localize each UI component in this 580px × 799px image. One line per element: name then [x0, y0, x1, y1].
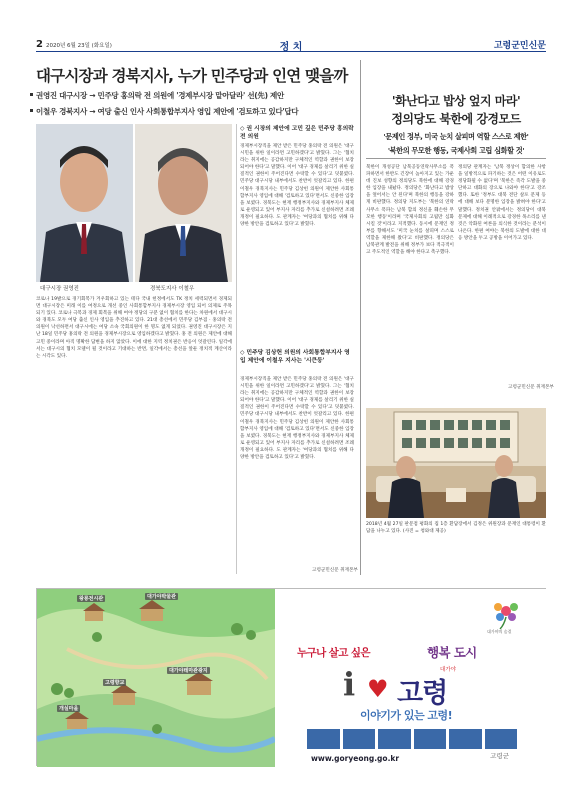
- right-subheadline-1: '문제인 정부, 미국 눈치 살피며 역할 스스로 제한': [383, 132, 529, 141]
- symbol-caption: 대가야의 숨결: [487, 629, 512, 634]
- story-slogan: 이야기가 있는 고령!: [360, 709, 453, 722]
- right-headline-2: 정의당도 북한에 강경모드: [391, 112, 521, 126]
- ad-photo-strip: [307, 729, 517, 749]
- right-body-left: 북한이 개성공단 남북공동연락사무소를 폭파하면서 한반도 긴장이 높아지고 있는 가운데 진보 성향의 정의당도 북한에 대해 강경한 입장을 내놨다. 정의당은 '화난다고 밥상을 엎어서는 안 된다'며 북한의 행동을 강하게 비판했다. 정의당 지도부는 '북한의 연락사무소 폭파는 남북 합의 정신을 훼손한 무모한 행동'이라며 '국제사회의 고립만 심화시킬 것'이라고 지적했다. 동시에 문재인 정부를 향해서도 '미국 눈치를 살피며 스스로 역할을 제한해 왔다'고 비판했다. 정의당은 남북관계 발전을 위해 정부가 보다 적극적이고 주도적인 역할을 해야 한다고 촉구했다.: [366, 165, 454, 256]
- right-rule: [366, 158, 546, 159]
- page-header: [36, 38, 546, 52]
- lead-body-left: 코로나 19발으로 경기회복가 겨우회하고 있는 테다 국내 헌정에서도 TK 정치 세력되면서 경제되면 대구시장은 미래 이를 여정으로 개선 중인 사회통합부지사 경제부시장 영입 되어 의제로 주목 되기 있다. 코로나 극복과 경제 회복을 위해 여야 정당의 구분 없이 협치를 한다는 차원에서 대구시와 경북도 모두 여당 출신 인사 영입을 추진하고 있다. 21대 총선에서 민주당 김부겸 · 홍의락 전 의원이 낙선하면서 대구시에는 여당 소속 국회의원이 한 명도 없게 되었다. 권영진 대구시장은 지난 18일 민주당 홍의락 전 의원을 경제부시장으로 영입하겠다고 밝혔다. 홍 전 의원은 제안에 대해 고민 중이라며 아직 명확한 답변을 하지 않았다. 이에 대한 지역 정치권은 반응이 엇갈린다. 일각에서는 대구시의 협치 모델이 될 것이라고 기대하는 반면, 일각에서는 총선을 앞둔 정치적 계산이라는 시각도 있다.: [36, 297, 232, 359]
- map-label-3: 대가야테마관광지: [169, 668, 208, 674]
- letter-i: i: [343, 665, 356, 703]
- lead-headline: 대구시장과 경북지사, 누가 민주당과 인연 맺을까: [36, 67, 348, 85]
- map-label-1: 왕릉전시관: [79, 596, 104, 602]
- summit-photo-caption: 2018년 4월 27일 판문점 평화의 집 1층 환담장에서 김정은 위원장과 문재인 대통령이 환담을 나누고 있다. (사진 = 청와대 제공): [366, 522, 546, 534]
- box-title-2: ◇ 민주당 김상헌 의원의 사회통합부지사 영입 제안에 이철우 지사는 '시큰둥': [240, 350, 350, 364]
- page-number: 2: [36, 39, 43, 50]
- issue-date: 2020년 6월 23일 (화요일): [46, 43, 112, 49]
- box-title-1: ◇ 권 시장의 제안에 고민 깊은 민주당 홍의락 전 의원: [240, 126, 354, 140]
- lead-body-mid: 경제부시장직을 제안 받은 민주당 홍의락 전 의원은 '대구 시민을 위한 일이라면 고민하겠다'고 밝혔다. 그는 '협치라는 취지에는 공감하지만 구체적인 역할과 권한이 보장되어야 한다'고 말했다. 이어 '대구 경제를 살리기 위한 실질적인 권한이 주어진다면 수락할 수 있다'고 덧붙였다. 민주당 대구시당 내부에서도 찬반이 엇갈리고 있다. 한편 이철우 경북지사는 민주당 김상헌 의원이 제안한 사회통합부지사 영입에 대해 '검토하고 있다'면서도 신중한 입장을 보였다. 경북도는 현재 행정부지사와 경제부지사 체제로 운영되고 있어 부지사 자리를 추가로 신설하려면 조례 개정이 필요하다. 도 관계자는 '여당과의 협치를 위해 다양한 방안을 검토하고 있다'고 밝혔다.: [240, 144, 354, 228]
- lead-subheadline-2: 이철우 경북지사 → 여당 출신 인사 사회통합부지사 영입 제안에 '검토하고 있다'답다: [36, 106, 356, 117]
- strip-photo: [343, 729, 376, 749]
- map-label-5: 개실마을: [59, 706, 79, 712]
- county-logo: 고령군: [490, 752, 509, 760]
- photo-caption-right: 경북도지사 이철우: [150, 286, 195, 292]
- column-divider: [236, 124, 237, 574]
- map-label-4: 고령향교: [105, 680, 125, 686]
- right-subheadline-2: '북한의 무모한 행동, 국제사회 고립 심화할 것': [387, 146, 525, 155]
- strip-photo: [307, 729, 340, 749]
- portrait-photo-left: [36, 124, 133, 282]
- tagline-red: 누구나 살고 싶은: [297, 647, 370, 659]
- right-body-right: 정의당 관계자는 '남북 정상이 합의한 사항을 일방적으로 파기하는 것은 어떤 이유로도 정당화될 수 없다'며 '북한은 즉각 도발을 중단하고 대화의 장으로 나와야 한다'고 강조했다. 또한 '정부도 대북 전단 살포 문제 등에 대해 보다 분명한 입장을 밝혀야 한다'고 말했다. 정치권 안팎에서는 정의당이 대북 문제에 대해 이례적으로 강경한 목소리를 낸 것은 악화된 여론을 의식한 것이라는 분석이 나온다. 한편 여야는 북한의 도발에 대한 대응 방안을 두고 공방을 이어가고 있다.: [458, 165, 546, 241]
- portrait-photo-right: [135, 124, 232, 282]
- right-byline: 고령군민신문 취재본부: [508, 385, 554, 390]
- strip-photo: [414, 729, 447, 749]
- lead-byline: 고령군민신문 취재본부: [312, 568, 358, 573]
- paper-name: 고령군민신문: [493, 41, 546, 51]
- map-label-2: 대가야박물관: [147, 594, 176, 600]
- right-headline-1: '화난다고 밥상 엎지 마라': [391, 94, 521, 108]
- photo-caption-left: 대구시장 권영진: [40, 286, 79, 292]
- city-small-label: 대가야: [440, 667, 456, 673]
- goryeong-advertisement[interactable]: [36, 588, 546, 766]
- section-divider: [360, 60, 361, 575]
- ad-slogan-panel: [275, 589, 547, 767]
- tagline-purple: 행복 도시: [427, 645, 477, 660]
- strip-photo: [378, 729, 411, 749]
- strip-photo: [449, 729, 482, 749]
- heart-icon: ♥: [367, 675, 389, 703]
- lead-body-mid-cont: 경제부시장직을 제안 받은 민주당 홍의락 전 의원은 '대구 시민을 위한 일이라면 고민하겠다'고 밝혔다. 그는 '협치라는 취지에는 공감하지만 구체적인 역할과 권한이 보장되어야 한다'고 말했다. 이어 '대구 경제를 살리기 위한 실질적인 권한이 주어진다면 수락할 수 있다'고 덧붙였다. 민주당 대구시당 내부에서도 찬반이 엇갈리고 있다. 한편 이철우 경북지사는 민주당 김상헌 의원이 제안한 사회통합부지사 영입에 대해 '검토하고 있다'면서도 신중한 입장을 보였다. 경북도는 현재 행정부지사와 경제부지사 체제로 운영되고 있어 부지사 자리를 추가로 신설하려면 조례 개정이 필요하다. 도 관계자는 '여당과의 협치를 위해 다양한 방안을 검토하고 있다'고 밝혔다.: [240, 377, 354, 461]
- lead-subheadline-1: 권영진 대구시장 → 민주당 홍의락 전 의원에 '경제부시장 맡아달라' 선(先) 제안: [36, 90, 356, 101]
- city-name: 고령: [397, 678, 448, 709]
- section-title: 정 치: [279, 42, 303, 53]
- strip-photo: [485, 729, 518, 749]
- summit-photo: [366, 408, 546, 518]
- ad-map-illustration: [37, 589, 275, 767]
- ad-website-link[interactable]: www.goryeong.go.kr: [311, 754, 400, 763]
